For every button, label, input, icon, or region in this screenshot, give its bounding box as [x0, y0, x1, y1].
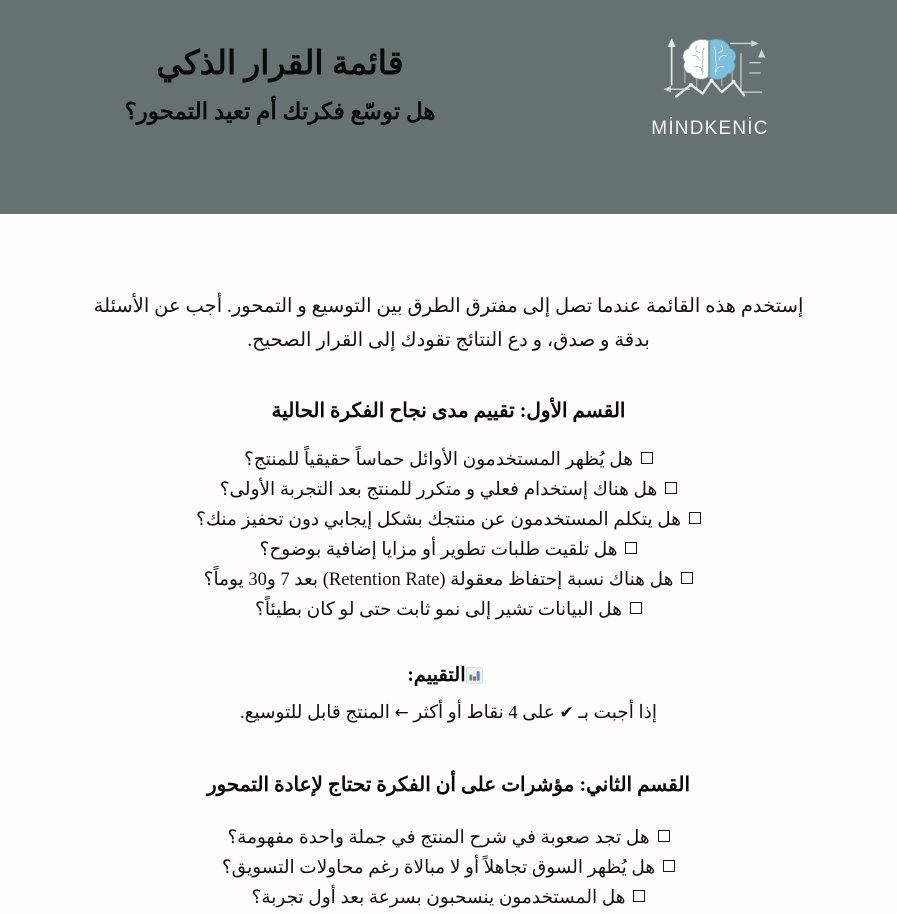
evaluation-result-middle: على 4 نقاط أو أكثر — [413, 703, 555, 724]
checklist-item[interactable] — [62, 536, 835, 566]
evaluation-result-prefix: إذا أجبت بـ — [578, 703, 658, 724]
section-2-heading: القسم الثاني: مؤشرات على أن الفكرة تحتاج لإعادة التمحور — [206, 774, 691, 797]
checkbox-icon[interactable] — [633, 890, 645, 902]
header-title-block — [0, 43, 560, 171]
checklist-item[interactable] — [62, 854, 835, 884]
brand-wordmark: MİNDKENİC — [651, 118, 769, 139]
evaluation-result-suffix: المنتج قابل للتوسيع. — [239, 703, 390, 724]
brain-analytics-icon — [651, 28, 769, 112]
checklist-item[interactable] — [62, 506, 835, 536]
checklist-item-label: هل البيانات تشير إلى نمو ثابت حتى لو كان بطيئاً؟ — [255, 600, 622, 621]
checklist-item-label: هل يتكلم المستخدمون عن منتجك بشكل إيجابي دون تحفيز منك؟ — [196, 510, 681, 531]
section-1-checklist — [62, 446, 835, 626]
section-2-checklist — [62, 824, 835, 914]
checklist-item[interactable] — [62, 566, 835, 596]
intro-paragraph: إستخدم هذه القائمة عندما تصل إلى مفترق الطرق بين التوسيع و التمحور. أجب عن الأسئلة بدقة و صدق، و دع النتائج تقودك إلى القرار الصحيح. — [93, 296, 804, 352]
evaluation-result — [62, 699, 835, 728]
checklist-item[interactable] — [62, 884, 835, 914]
checklist-item-label: هل هناك نسبة إحتفاظ معقولة (Retention Rate) بعد 7 و30 يوماً؟ — [203, 570, 674, 591]
evaluation-heading — [62, 662, 835, 692]
checkbox-icon[interactable] — [658, 830, 670, 842]
section-1-heading: القسم الأول: تقييم مدى نجاح الفكرة الحالية — [271, 400, 626, 423]
page-title: قائمة القرار الذكي — [156, 45, 404, 82]
checkbox-icon[interactable] — [641, 452, 653, 464]
checkbox-icon[interactable] — [630, 602, 642, 614]
checkbox-icon[interactable] — [665, 482, 677, 494]
checkbox-icon[interactable] — [689, 512, 701, 524]
checklist-item[interactable] — [62, 596, 835, 626]
brand-logo — [560, 28, 860, 186]
document-header — [0, 0, 897, 214]
checklist-item-label: هل هناك إستخدام فعلي و متكرر للمنتج بعد التجربة الأولى؟ — [219, 480, 658, 501]
evaluation-label: التقييم: — [407, 665, 466, 687]
checkbox-icon[interactable] — [625, 542, 637, 554]
checklist-item[interactable] — [62, 824, 835, 854]
checklist-item-label: هل تجد صعوبة في شرح المنتج في جملة واحدة مفهومة؟ — [227, 828, 650, 849]
bar-chart-icon — [466, 665, 483, 692]
page-subtitle: هل توسّع فكرتك أم تعيد التمحور؟ — [124, 99, 436, 125]
document-body — [0, 214, 897, 914]
checklist-item-label: هل يُظهر السوق تجاهلاً أو لا مبالاة رغم محاولات التسويق؟ — [221, 858, 656, 878]
checklist-item-label: هل يُظهر المستخدمون الأوائل حماساً حقيقياً للمنتج؟ — [243, 450, 633, 471]
checkbox-icon[interactable] — [663, 860, 675, 872]
arrow-icon: ← — [394, 703, 409, 724]
checklist-item[interactable] — [62, 476, 835, 506]
checklist-item-label: هل المستخدمون ينسحبون بسرعة بعد أول تجربة؟ — [251, 887, 626, 908]
checkbox-icon[interactable] — [681, 572, 693, 584]
checklist-item-label: هل تلقيت طلبات تطوير أو مزايا إضافية بوضوح؟ — [259, 540, 618, 561]
check-icon: ✔ — [559, 703, 574, 724]
checklist-item[interactable] — [62, 446, 835, 476]
